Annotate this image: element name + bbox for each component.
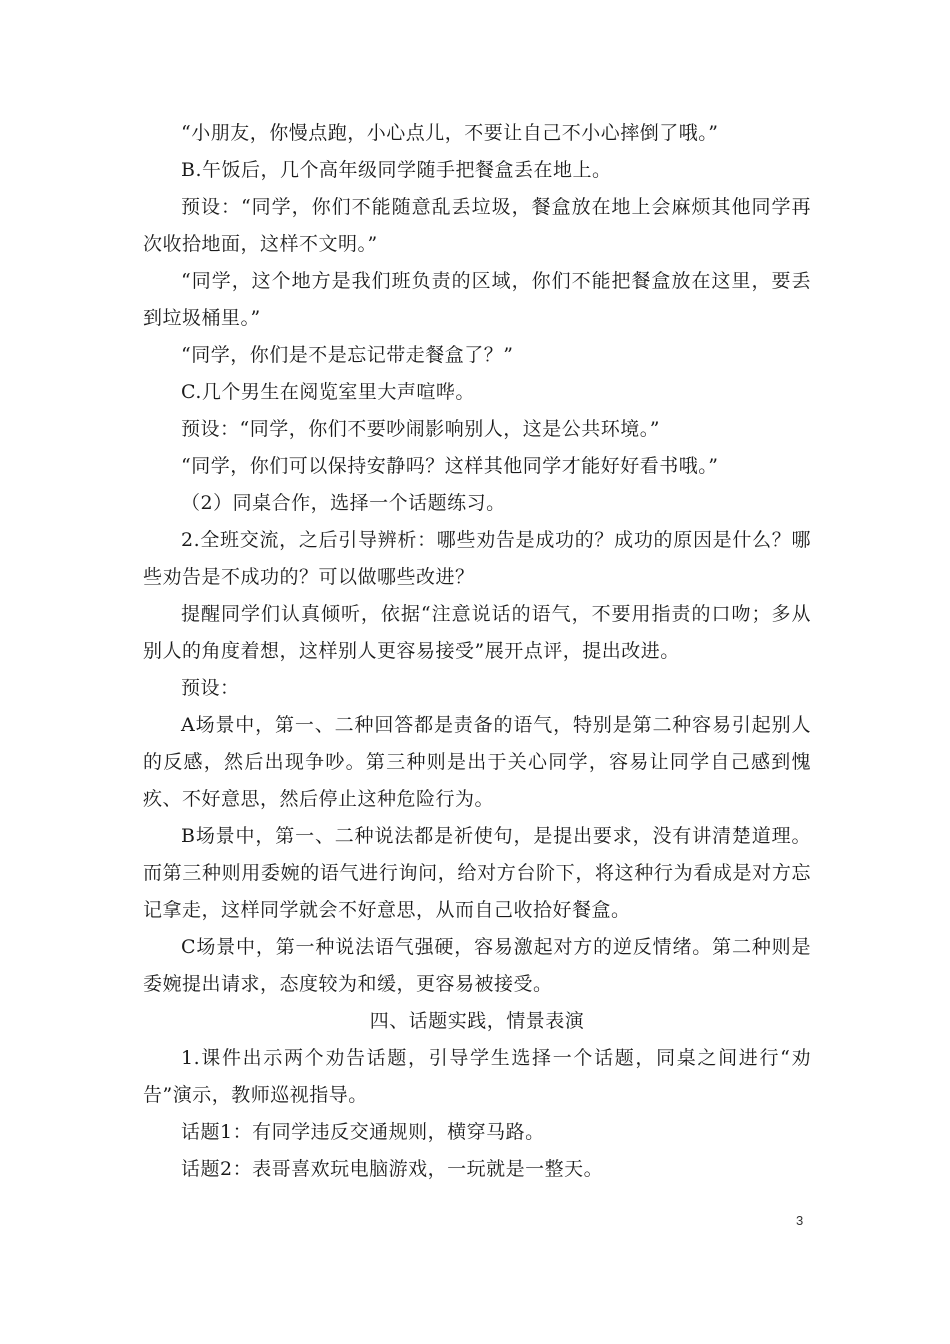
paragraph: C.几个男生在阅览室里大声喧哗。 (181, 381, 475, 403)
paragraph: B.午饭后，几个高年级同学随手把餐盒丢在地上。 (181, 159, 612, 181)
paragraph: 2.全班交流，之后引导辨析：哪些劝告是成功的？成功的原因是什么？哪些劝告是不成功的？可以做哪些改进？ (143, 529, 811, 588)
paragraph: 话题1：有同学违反交通规则，横穿马路。 (181, 1121, 545, 1143)
paragraph: 1.课件出示两个劝告话题，引导学生选择一个话题，同桌之间进行“劝告”演示，教师巡视指导。 (143, 1047, 811, 1106)
page-number: 3 (796, 1213, 804, 1228)
paragraph: 提醒同学们认真倾听，依据“注意说话的语气，不要用指责的口吻；多从别人的角度着想，这样别人更容易接受”展开点评，提出改进。 (143, 603, 811, 662)
paragraph: B场景中，第一、二种说法都是祈使句，是提出要求，没有讲清楚道理。而第三种则用委婉的语气进行询问，给对方台阶下，将这种行为看成是对方忘记拿走，这样同学就会不好意思，从而自己收拾好餐盒。 (143, 825, 811, 921)
paragraph: “同学，你们是不是忘记带走餐盒了？” (181, 344, 514, 366)
paragraph: “同学，你们可以保持安静吗？这样其他同学才能好好看书哦。” (181, 455, 719, 477)
paragraph: （2）同桌合作，选择一个话题练习。 (181, 492, 506, 514)
paragraph: 预设：“同学，你们不要吵闹影响别人，这是公共环境。” (181, 418, 660, 440)
paragraph: A场景中，第一、二种回答都是责备的语气，特别是第二种容易引起别人的反感，然后出现争吵。第三种则是出于关心同学，容易让同学自己感到愧疚、不好意思，然后停止这种危险行为。 (143, 714, 811, 810)
paragraph: “小朋友，你慢点跑，小心点儿，不要让自己不小心摔倒了哦。” (181, 122, 719, 144)
paragraph: 预设： (181, 677, 240, 699)
document-body (143, 115, 811, 1188)
paragraph: “同学，这个地方是我们班负责的区域，你们不能把餐盒放在这里，要丢到垃圾桶里。” (143, 270, 811, 329)
paragraph: 话题2：表哥喜欢玩电脑游戏，一玩就是一整天。 (181, 1158, 604, 1180)
paragraph: C场景中，第一种说法语气强硬，容易激起对方的逆反情绪。第二种则是委婉提出请求，态度较为和缓，更容易被接受。 (143, 936, 811, 995)
section-heading: 四、话题实践，情景表演 (369, 1010, 585, 1032)
paragraph: 预设：“同学，你们不能随意乱丢垃圾，餐盒放在地上会麻烦其他同学再次收拾地面，这样不文明。” (143, 196, 811, 255)
